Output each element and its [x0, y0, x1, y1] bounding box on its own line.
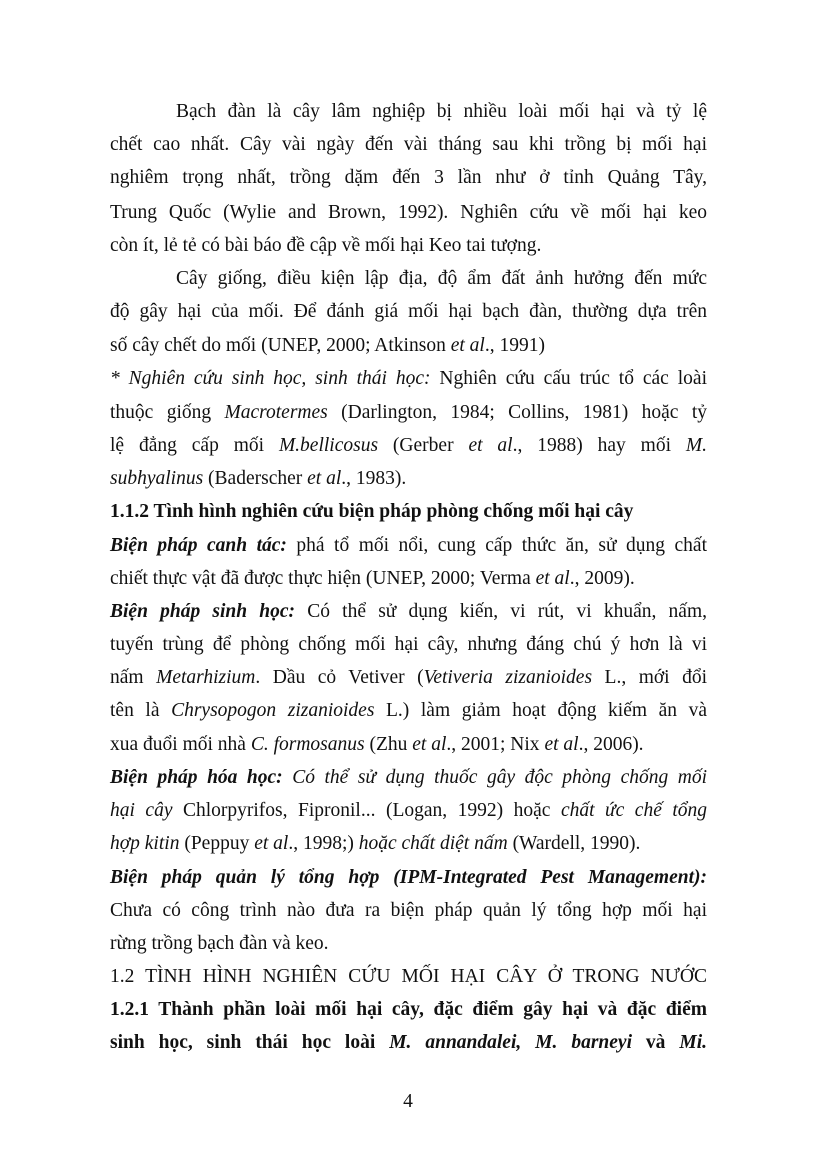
text-run: ., 2009).	[569, 568, 635, 589]
paragraph-line	[110, 596, 707, 628]
text-run: ., 1991)	[484, 335, 545, 356]
section-heading	[110, 994, 707, 1026]
text-run: L.) làm giảm hoạt động kiếm ăn và	[374, 700, 708, 721]
text-run: số cây chết do mối (UNEP, 2000; Atkinson	[110, 335, 451, 356]
paragraph-line	[110, 928, 707, 960]
paragraph-line	[176, 96, 707, 128]
italic-run: Vetiveria zizanioides	[423, 667, 593, 688]
italic-run: et al	[307, 468, 342, 489]
italic-run: Có thể sử dụng thuốc gây độc phòng chống mối	[282, 767, 708, 788]
bold-italic-run: Biện pháp quản lý tổng hợp (IPM-Integrated Pest Management):	[110, 867, 707, 888]
italic-run: subhyalinus	[110, 468, 204, 489]
paragraph-line	[110, 197, 707, 229]
heading-text: 1.2.1 Thành phần loài mối hại cây, đặc điểm gây hại và đặc điểm	[110, 999, 707, 1020]
paragraph-line	[110, 463, 707, 495]
italic-run: et al	[544, 734, 579, 755]
italic-run: Macrotermes	[224, 402, 328, 423]
text-run: còn ít, lẻ tẻ có bài báo đề cập về mối hại Keo tai tượng.	[110, 235, 542, 256]
text-run: (Darlington, 1984; Collins, 1981) hoặc tỷ	[327, 402, 707, 423]
heading-text: 1.2 TÌNH HÌNH NGHIÊN CỨU MỐI HẠI CÂY Ở TRONG NƯỚC	[110, 966, 707, 987]
text-run: (Baderscher	[203, 468, 308, 489]
section-heading	[110, 1027, 707, 1059]
text-run: lệ đẳng cấp mối	[110, 435, 279, 456]
text-run: độ gây hại của mối. Để đánh giá mối hại bạch đàn, thường dựa trên	[110, 301, 707, 322]
italic-run: chất ức chế tổng	[560, 800, 708, 821]
text-run: tuyến trùng để phòng chống mối hại cây, nhưng đáng chú ý hơn là vi	[110, 634, 707, 655]
paragraph-line	[110, 662, 707, 694]
bold-italic-run: M. annandalei, M. barneyi	[389, 1032, 632, 1053]
paragraph-line	[110, 629, 707, 661]
italic-run: C. formosanus	[250, 734, 365, 755]
text-run: ., 1983).	[341, 468, 407, 489]
paragraph-line	[110, 828, 707, 860]
text-run: Chlorpyrifos, Fipronil... (Logan, 1992) hoặc	[172, 800, 561, 821]
italic-run: et al	[412, 734, 447, 755]
heading-text: và	[632, 1032, 680, 1053]
bold-italic-run: Biện pháp hóa học:	[110, 767, 283, 788]
text-run: phá tổ mối nổi, cung cấp thức ăn, sử dụng chất	[286, 535, 707, 556]
text-run: Chưa có công trình nào đưa ra biện pháp quản lý tổng hợp mối hại	[110, 900, 707, 921]
text-run: nấm	[110, 667, 157, 688]
paragraph-line	[110, 795, 707, 827]
paragraph-line	[110, 430, 707, 462]
paragraph-line	[110, 296, 707, 328]
text-run: Có thể sử dụng kiến, vi rút, vi khuẩn, nấm,	[295, 601, 707, 622]
text-run: ., 1998;)	[288, 833, 359, 854]
bold-italic-run: Biện pháp sinh học:	[110, 601, 296, 622]
paragraph-line	[110, 330, 707, 362]
italic-run: et al	[535, 568, 570, 589]
paragraph-line	[110, 530, 707, 562]
italic-run: Metarhizium	[156, 667, 256, 688]
text-run: L., mới đổi	[592, 667, 708, 688]
section-heading	[110, 496, 707, 528]
text-run: Cây giống, điều kiện lập địa, độ ẩm đất ảnh hưởng đến mức	[176, 268, 707, 289]
text-run: . Dầu cỏ Vetiver (	[255, 667, 424, 688]
paragraph-line	[110, 762, 707, 794]
text-run: Bạch đàn là cây lâm nghiệp bị nhiều loài mối hại và tỷ lệ	[176, 101, 707, 122]
text-run: thuộc giống	[110, 402, 225, 423]
text-run: nghiêm trọng nhất, trồng dặm đến 3 lần như ở tỉnh Quảng Tây,	[110, 167, 707, 188]
paragraph-line	[110, 363, 707, 395]
italic-run: hợp kitin	[110, 833, 180, 854]
heading-text: sinh học, sinh thái học loài	[110, 1032, 390, 1053]
text-run: (Wardell, 1990).	[507, 833, 641, 854]
text-run: (Zhu	[364, 734, 413, 755]
text-run: chết cao nhất. Cây vài ngày đến vài tháng sau khi trồng bị mối hại	[110, 134, 707, 155]
italic-run: hoặc chất diệt nấm	[358, 833, 508, 854]
paragraph-line	[110, 862, 707, 894]
text-run: rừng trồng bạch đàn và keo.	[110, 933, 329, 954]
paragraph-line	[110, 695, 707, 727]
bold-italic-run: Biện pháp canh tác:	[110, 535, 287, 556]
text-run: ., 2001; Nix	[446, 734, 545, 755]
italic-run: * Nghiên cứu sinh học, sinh thái học:	[110, 368, 431, 389]
bold-italic-run: Mi.	[679, 1032, 708, 1053]
italic-run: et al	[254, 833, 289, 854]
page-number: 4	[403, 1091, 413, 1112]
text-run: tên là	[110, 700, 172, 721]
paragraph-line	[110, 397, 707, 429]
paragraph-line	[110, 230, 707, 262]
text-run: xua đuổi mối nhà	[110, 734, 251, 755]
italic-run: hại cây	[110, 800, 173, 821]
italic-run: M.bellicosus	[278, 435, 379, 456]
paragraph-line	[110, 895, 707, 927]
section-heading	[110, 961, 707, 993]
text-run: (Gerber	[378, 435, 469, 456]
text-run: ., 1988) hay mối	[512, 435, 686, 456]
italic-run: et al	[468, 435, 513, 456]
text-run: Nghiên cứu cấu trúc tổ các loài	[430, 368, 707, 389]
paragraph-line	[110, 729, 707, 761]
paragraph-line	[176, 263, 707, 295]
text-run: chiết thực vật đã được thực hiện (UNEP, 2000; Verma	[110, 568, 536, 589]
text-run: ., 2006).	[578, 734, 644, 755]
italic-run: M.	[685, 435, 708, 456]
italic-run: et al	[450, 335, 485, 356]
text-run: (Peppuy	[179, 833, 255, 854]
paragraph-line	[110, 563, 707, 595]
heading-text: 1.1.2 Tình hình nghiên cứu biện pháp phòng chống mối hại cây	[110, 501, 634, 522]
paragraph-line	[110, 162, 707, 194]
italic-run: Chrysopogon zizanioides	[171, 700, 375, 721]
paragraph-line	[110, 129, 707, 161]
text-run: Trung Quốc (Wylie and Brown, 1992). Nghiên cứu về mối hại keo	[110, 202, 707, 223]
